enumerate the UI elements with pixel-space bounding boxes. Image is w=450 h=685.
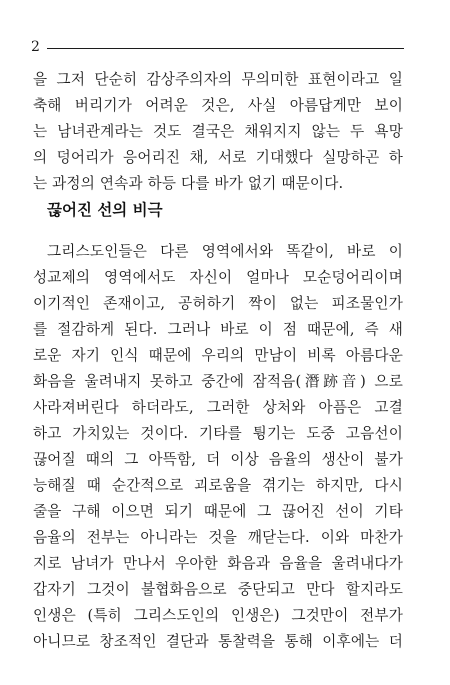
section-heading: 끊어진 선의 비극 <box>47 201 163 219</box>
text-line: 화음을 울려내지 못하고 중간에 잠적음(潛跡音) 으로 <box>33 373 403 390</box>
text-line: 성교제의 영역에서도 자신이 얼마나 모순덩어리이며 <box>33 269 403 286</box>
text-line: 하고 가치있는 것이다. 기타를 튕기는 도중 고음선이 <box>33 425 403 442</box>
header-rule <box>47 48 404 49</box>
text-line: 의 덩어리가 응어리진 채, 서로 기대했다 실망하곤 하 <box>33 149 403 166</box>
text-line: 지로 남녀가 만나서 우아한 화음과 음율을 울려내다가 <box>33 555 403 572</box>
text-line: 인생은 (특히 그리스도인의 인생은) 그것만이 전부가 <box>33 607 403 624</box>
text-line: 축해 버리기가 어려운 것은, 사실 아름답게만 보이 <box>33 97 403 114</box>
text-line: 로운 자기 인식 때문에 우리의 만남이 비록 아름다운 <box>33 347 403 364</box>
text-line: 을 그저 단순히 감상주의자의 무의미한 표현이라고 일 <box>33 71 403 88</box>
text-line: 사라져버린다 하더라도, 그러한 상처와 아픔은 고결 <box>33 399 403 416</box>
text-line: 능해질 때 순간적으로 괴로움을 겪기는 하지만, 다시 <box>33 477 403 494</box>
text-line: 음율의 전부는 아니라는 것을 깨닫는다. 이와 마찬가 <box>33 529 403 546</box>
text-line: 줄을 구해 이으면 되기 때문에 그 끊어진 선이 기타 <box>33 503 403 520</box>
text-line: 이기적인 존재이고, 공허하기 짝이 없는 피조물인가 <box>33 295 403 312</box>
page-number: 2 <box>31 39 40 55</box>
text-line: 를 절감하게 된다. 그러나 바로 이 점 때문에, 즉 새 <box>33 321 403 338</box>
text-line: 그리스도인들은 다른 영역에서와 똑같이, 바로 이 <box>47 243 403 260</box>
text-line: 갑자기 그것이 불협화음으로 중단되고 만다 할지라도 <box>33 581 403 598</box>
text-line: 끊어질 때의 그 아뜩함, 더 이상 음율의 생산이 불가 <box>33 451 403 468</box>
text-line: 는 남녀관계라는 것도 결국은 채워지지 않는 두 욕망 <box>33 123 403 140</box>
text-line: 아니므로 창조적인 결단과 통찰력을 통해 이후에는 더 <box>33 633 403 650</box>
text-line: 는 과정의 연속과 하등 다를 바가 없기 때문이다. <box>33 175 344 192</box>
